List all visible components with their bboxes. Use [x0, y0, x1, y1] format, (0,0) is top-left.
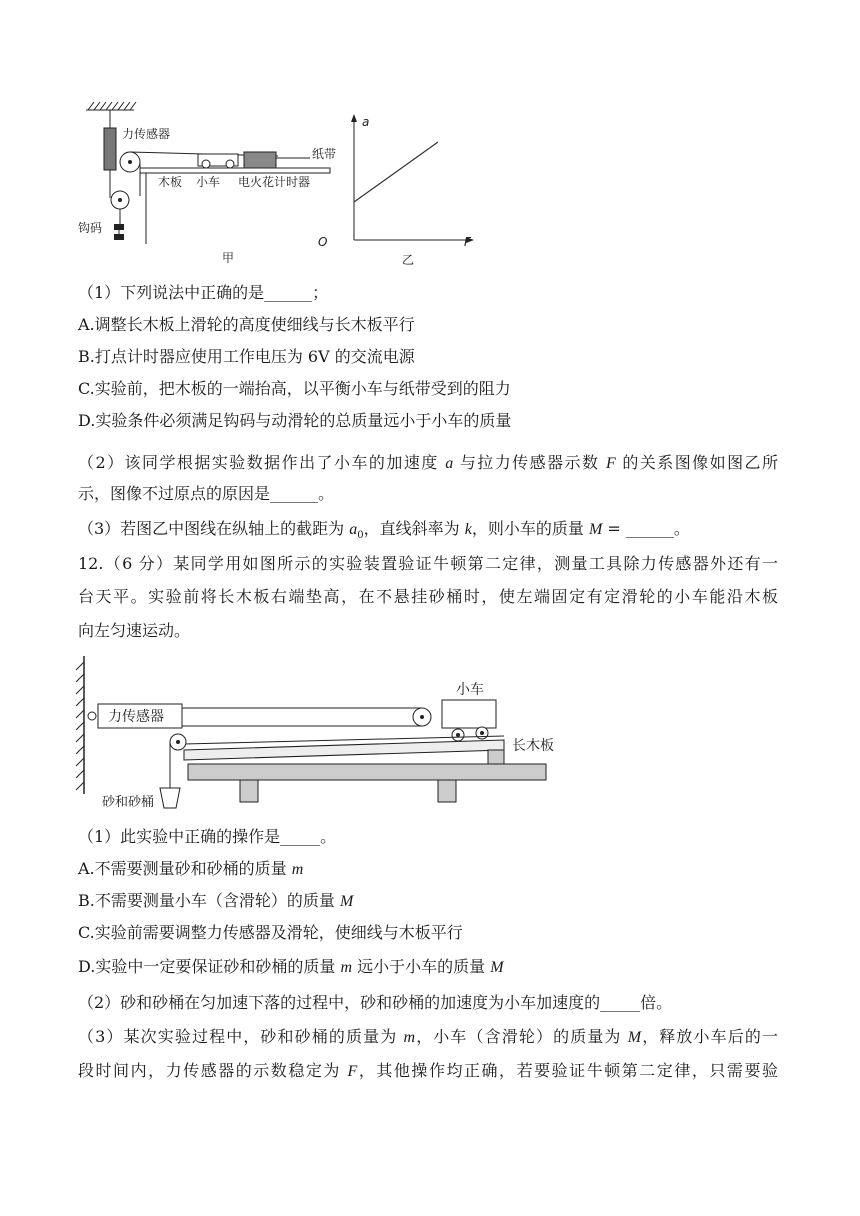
- q12-option-a: A.不需要测量砂和砂桶的质量 m: [78, 859, 304, 878]
- sand-bucket: [160, 788, 180, 808]
- q11-option-a: A.调整长木板上滑轮的高度使细线与长木板平行: [78, 315, 415, 334]
- axis-label-f: F: [464, 235, 471, 249]
- q11-part3: （3）若图乙中图线在纵轴上的截距为 $a_0$，直线斜率为 k，则小车的质量 M = ______。: [78, 519, 690, 542]
- board: [140, 168, 330, 173]
- q12-option-c: C.实验前需要调整力传感器及滑轮，使细线与木板平行: [78, 923, 463, 942]
- figure-apparatus-a: [78, 98, 348, 268]
- q12-part1: （1）此实验中正确的操作是_____。: [78, 827, 337, 846]
- q11-part2-line2: 示，图像不过原点的原因是______。: [78, 484, 335, 503]
- q12-part3-line1: （3）某次实验过程中，砂和砂桶的质量为 m，小车（含滑轮）的质量为 M，释放小车后的一: [78, 1027, 778, 1046]
- figure-graph-b: [312, 112, 482, 270]
- label-cart-q12: 小车: [456, 682, 484, 698]
- label-long-board: 长木板: [512, 738, 554, 754]
- label-cart: 小车: [196, 175, 221, 189]
- spark-timer: [244, 152, 276, 168]
- figure-apparatus-q12: [72, 654, 554, 814]
- q12-part3-line2: 段时间内，力传感器的示数稳定为 F，其他操作均正确，若要验证牛顿第二定律，只需要验: [78, 1061, 778, 1080]
- ceiling-hatch: [86, 102, 136, 110]
- axis-label-a: a: [362, 115, 370, 129]
- q11-option-d: D.实验条件必须满足钩码与动滑轮的总质量远小于小车的质量: [78, 411, 512, 430]
- label-weight: 钩码: [78, 221, 103, 235]
- caption-jia: 甲: [222, 251, 235, 265]
- q11-part2-line1: （2）该同学根据实验数据作出了小车的加速度 a 与拉力传感器示数 F 的关系图像如图乙所: [78, 453, 778, 472]
- q11-part1: （1）下列说法中正确的是______；: [78, 283, 329, 302]
- force-sensor: [104, 128, 116, 170]
- hook-weight: [114, 224, 124, 230]
- label-bucket: 砂和砂桶: [102, 795, 155, 810]
- q12-intro-line2: 台天平。实验前将长木板右端垫高，在不悬挂砂桶时，使左端固定有定滑轮的小车能沿木板: [78, 587, 778, 606]
- label-timer: 电火花计时器: [238, 175, 311, 189]
- q12-option-b: B.不需要测量小车（含滑轮）的质量 M: [78, 891, 354, 910]
- q11-option-b: B.打点计时器应使用工作电压为 6V 的交流电源: [78, 347, 415, 366]
- table-top: [188, 764, 546, 780]
- cart-q12: [442, 700, 496, 728]
- caption-yi: 乙: [402, 253, 415, 267]
- q12-part2: （2）砂和砂桶在匀加速下落的过程中，砂和砂桶的加速度为小车加速度的_____倍。: [78, 993, 673, 1012]
- q12-option-d: D.实验中一定要保证砂和砂桶的质量 m 远小于小车的质量 M: [78, 957, 504, 976]
- a-f-line: [354, 142, 438, 202]
- label-tape: 纸带: [312, 147, 337, 161]
- q12-intro-line1: 12.（6 分）某同学用如图所示的实验装置验证牛顿第二定律，测量工具除力传感器外还有一: [78, 554, 778, 573]
- q12-intro-line3: 向左匀速运动。: [78, 621, 191, 640]
- label-force-sensor-q12: 力传感器: [108, 709, 164, 725]
- label-board: 木板: [158, 175, 183, 189]
- label-force-sensor: 力传感器: [122, 127, 171, 141]
- origin-label: O: [318, 235, 328, 249]
- q11-option-c: C.实验前，把木板的一端抬高，以平衡小车与纸带受到的阻力: [78, 379, 511, 398]
